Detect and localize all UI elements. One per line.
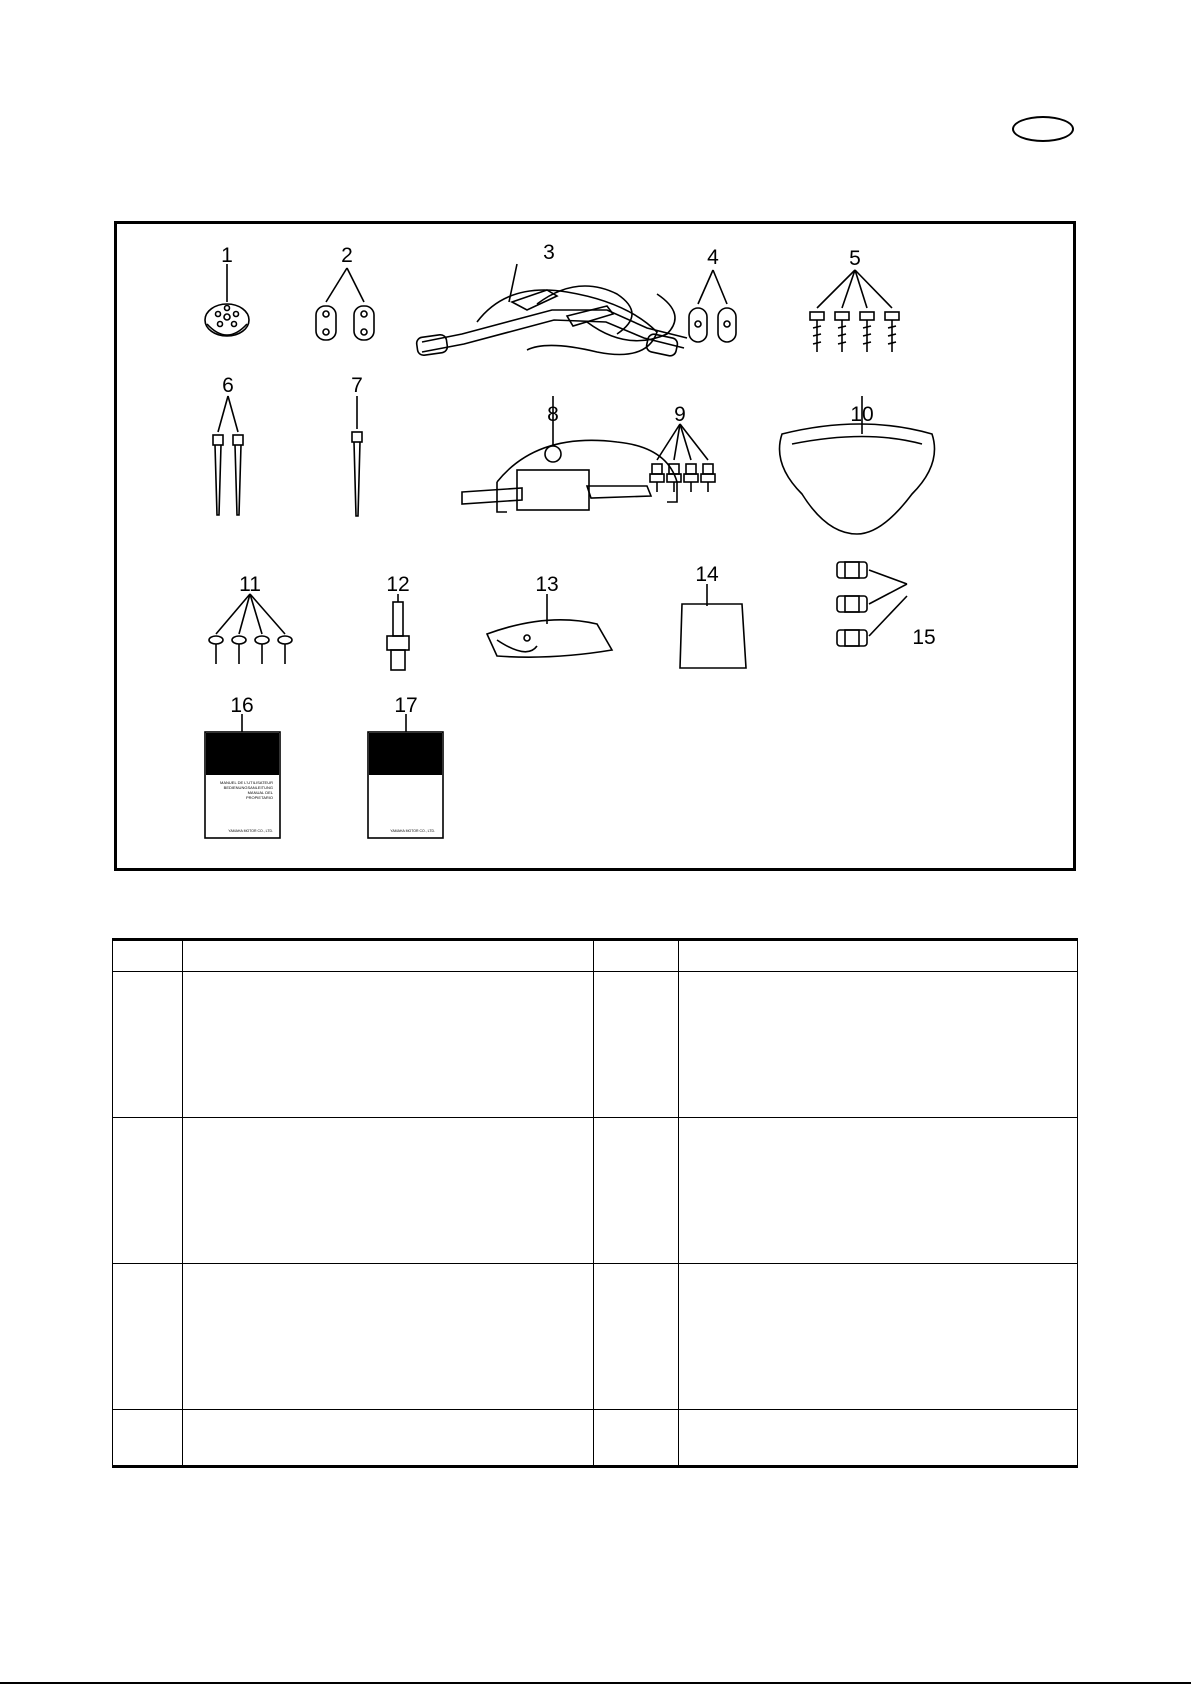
part-14-bag [680, 584, 746, 668]
table-row [113, 972, 1078, 1118]
part-1-grommet [205, 264, 249, 336]
table-cell [594, 972, 679, 1118]
column-header [679, 940, 1078, 972]
callout-10: 10 [850, 403, 874, 426]
callout-17: 17 [394, 694, 418, 717]
part-2-clamps [316, 268, 374, 340]
part-13-tool-pouch [487, 594, 612, 657]
callout-1: 1 [221, 244, 233, 267]
callout-12: 12 [386, 573, 410, 596]
manual-17-model-3: GP800R [415, 769, 437, 775]
table-cell [594, 1118, 679, 1264]
table-cell [182, 1410, 594, 1467]
language-badge [1012, 116, 1074, 142]
part-4-clamps [689, 270, 736, 342]
part-3-handlebar [416, 264, 687, 357]
table-cell [679, 972, 1078, 1118]
callout-5: 5 [849, 247, 861, 270]
manual-16-lang-4: PROPIETARIO [245, 795, 273, 800]
manual-17-brand: YAMAHA [374, 740, 402, 747]
table-cell [182, 1264, 594, 1410]
part-8-bracket [462, 396, 677, 512]
callout-13: 13 [535, 573, 559, 596]
part-7-cable-tie [352, 396, 362, 516]
callout-11: 11 [239, 573, 261, 596]
manual-16-brand: YAMAHA [211, 740, 239, 747]
callout-9: 9 [674, 403, 686, 426]
callout-3: 3 [543, 241, 555, 264]
table-row [113, 1264, 1078, 1410]
table-cell [679, 1264, 1078, 1410]
callout-14: 14 [695, 563, 719, 586]
table-cell [113, 972, 183, 1118]
manual-17-model-1: GP1300R [412, 759, 437, 765]
callout-16: 16 [230, 694, 254, 717]
manual-16-year: 2002 [263, 757, 274, 762]
table-cell [679, 1118, 1078, 1264]
manual-16-lang-2: BEDIENUNGSANLEITUNG [223, 785, 273, 790]
manual-16-model: GP1300R [247, 769, 274, 775]
column-header [113, 940, 183, 972]
parts-diagram [117, 224, 1073, 868]
part-5-bolts [810, 270, 899, 352]
column-header [594, 940, 679, 972]
table-cell [679, 1410, 1078, 1467]
manual-17-product: WaveRunner [410, 752, 437, 757]
table-header-row [113, 940, 1078, 972]
manual-16-lang-3: MANUAL DEL [247, 790, 273, 795]
column-header [182, 940, 594, 972]
table-cell [113, 1410, 183, 1467]
manual-16-publisher: YAMAHA MOTOR CO., LTD. [228, 829, 273, 833]
callout-4: 4 [707, 246, 719, 269]
table-cell [113, 1264, 183, 1410]
table-row [113, 1410, 1078, 1467]
table-cell [182, 1118, 594, 1264]
manual-16-lang-1: MANUEL DE L'UTILISATEUR [220, 780, 273, 785]
callout-8: 8 [547, 403, 559, 426]
parts-table [112, 938, 1078, 1468]
part-15-connectors [837, 562, 907, 646]
callout-6: 6 [222, 374, 234, 397]
page-bottom-rule [0, 1682, 1191, 1684]
callout-2: 2 [341, 244, 353, 267]
callout-15: 15 [912, 626, 936, 649]
table-cell [182, 972, 594, 1118]
part-12-fitting [387, 594, 409, 670]
callout-7: 7 [351, 374, 363, 397]
table-cell [594, 1264, 679, 1410]
parts-illustration [114, 221, 1076, 871]
manual-17-publisher: YAMAHA MOTOR CO., LTD. [390, 829, 435, 833]
part-9-small-bolts [650, 424, 715, 492]
manual-17-model-2: GP1200R [412, 764, 437, 770]
part-11-screws [209, 594, 292, 664]
table-row [113, 1118, 1078, 1264]
part-6-cable-ties [213, 396, 243, 515]
manual-16-product: WaveRunner [247, 762, 274, 767]
part-17-owners-manual [368, 732, 443, 838]
table-cell [113, 1118, 183, 1264]
table-cell [594, 1410, 679, 1467]
